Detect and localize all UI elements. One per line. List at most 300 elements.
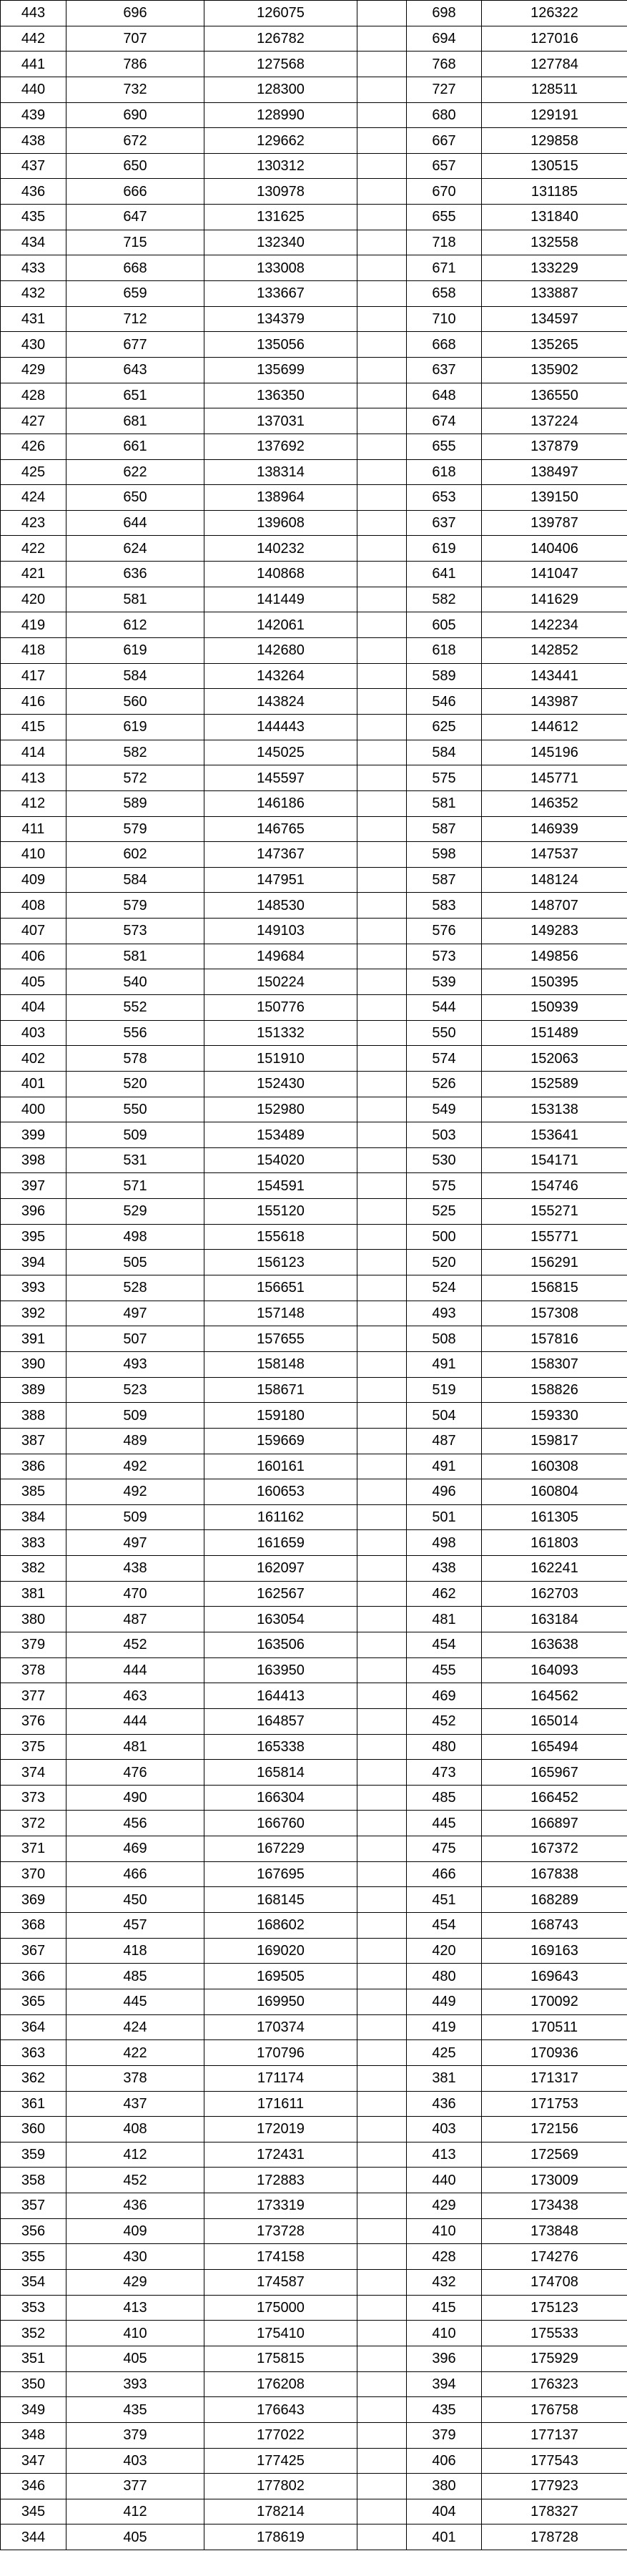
score-cell: 372 <box>1 1811 66 1836</box>
blank-cell <box>357 1199 407 1225</box>
cumulative-b-cell: 145771 <box>482 765 627 791</box>
count-a-cell: 445 <box>66 1989 204 2014</box>
table-row <box>1 1760 627 1786</box>
cumulative-a-cell: 128300 <box>204 77 357 102</box>
count-b-cell: 637 <box>407 357 482 383</box>
cumulative-b-cell: 150939 <box>482 994 627 1020</box>
cumulative-a-cell: 156651 <box>204 1275 357 1301</box>
cumulative-a-cell: 146765 <box>204 816 357 842</box>
count-b-cell: 425 <box>407 2040 482 2066</box>
score-cell: 411 <box>1 816 66 842</box>
count-b-cell: 530 <box>407 1147 482 1173</box>
cumulative-a-cell: 143264 <box>204 663 357 689</box>
cumulative-a-cell: 147367 <box>204 842 357 868</box>
cumulative-a-cell: 133008 <box>204 255 357 281</box>
score-cell: 430 <box>1 332 66 358</box>
count-b-cell: 519 <box>407 1377 482 1403</box>
blank-cell <box>357 1683 407 1709</box>
score-cell: 425 <box>1 459 66 485</box>
score-cell: 419 <box>1 612 66 638</box>
blank-cell <box>357 994 407 1020</box>
blank-cell <box>357 408 407 434</box>
blank-cell <box>357 1964 407 1989</box>
cumulative-b-cell: 171753 <box>482 2091 627 2117</box>
score-cell: 395 <box>1 1224 66 1250</box>
count-b-cell: 401 <box>407 2524 482 2550</box>
score-cell: 389 <box>1 1377 66 1403</box>
score-cell: 346 <box>1 2474 66 2499</box>
cumulative-a-cell: 131625 <box>204 205 357 230</box>
blank-cell <box>357 2524 407 2550</box>
count-b-cell: 381 <box>407 2065 482 2091</box>
count-a-cell: 573 <box>66 919 204 944</box>
blank-cell <box>357 2244 407 2270</box>
count-a-cell: 435 <box>66 2397 204 2423</box>
table-row <box>1 1708 627 1734</box>
count-a-cell: 520 <box>66 1071 204 1097</box>
cumulative-a-cell: 171611 <box>204 2091 357 2117</box>
score-cell: 345 <box>1 2499 66 2524</box>
count-b-cell: 429 <box>407 2193 482 2219</box>
blank-cell <box>357 205 407 230</box>
cumulative-b-cell: 177543 <box>482 2448 627 2474</box>
table-row <box>1 102 627 128</box>
cumulative-a-cell: 172431 <box>204 2142 357 2168</box>
count-b-cell: 658 <box>407 281 482 307</box>
count-b-cell: 410 <box>407 2218 482 2244</box>
score-cell: 363 <box>1 2040 66 2066</box>
count-b-cell: 587 <box>407 816 482 842</box>
cumulative-b-cell: 146939 <box>482 816 627 842</box>
blank-cell <box>357 1071 407 1097</box>
cumulative-a-cell: 129662 <box>204 128 357 154</box>
count-a-cell: 505 <box>66 1250 204 1275</box>
table-row <box>1 842 627 868</box>
cumulative-a-cell: 166760 <box>204 1811 357 1836</box>
cumulative-a-cell: 135056 <box>204 332 357 358</box>
score-cell: 384 <box>1 1504 66 1530</box>
blank-cell <box>357 1326 407 1352</box>
cumulative-b-cell: 150395 <box>482 969 627 995</box>
blank-cell <box>357 2142 407 2168</box>
cumulative-a-cell: 140232 <box>204 536 357 562</box>
count-b-cell: 466 <box>407 1861 482 1887</box>
cumulative-a-cell: 154020 <box>204 1147 357 1173</box>
blank-cell <box>357 179 407 205</box>
cumulative-b-cell: 131185 <box>482 179 627 205</box>
cumulative-a-cell: 175000 <box>204 2295 357 2321</box>
table-row <box>1 408 627 434</box>
blank-cell <box>357 1301 407 1326</box>
score-cell: 406 <box>1 944 66 969</box>
cumulative-a-cell: 126782 <box>204 26 357 52</box>
count-b-cell: 449 <box>407 1989 482 2014</box>
score-cell: 402 <box>1 1046 66 1072</box>
cumulative-b-cell: 149283 <box>482 919 627 944</box>
blank-cell <box>357 536 407 562</box>
blank-cell <box>357 842 407 868</box>
cumulative-b-cell: 160804 <box>482 1479 627 1505</box>
count-b-cell: 671 <box>407 255 482 281</box>
table-row <box>1 510 627 536</box>
count-b-cell: 653 <box>407 485 482 511</box>
cumulative-a-cell: 130312 <box>204 153 357 179</box>
cumulative-b-cell: 143441 <box>482 663 627 689</box>
table-row <box>1 587 627 612</box>
blank-cell <box>357 1250 407 1275</box>
count-b-cell: 625 <box>407 714 482 740</box>
count-a-cell: 644 <box>66 510 204 536</box>
cumulative-a-cell: 126075 <box>204 1 357 26</box>
score-cell: 353 <box>1 2295 66 2321</box>
count-a-cell: 418 <box>66 1938 204 1964</box>
table-row <box>1 867 627 893</box>
count-a-cell: 424 <box>66 2014 204 2040</box>
blank-cell <box>357 1760 407 1786</box>
table-row <box>1 1097 627 1122</box>
count-b-cell: 727 <box>407 77 482 102</box>
cumulative-b-cell: 159330 <box>482 1403 627 1429</box>
table-row <box>1 790 627 816</box>
cumulative-b-cell: 169163 <box>482 1938 627 1964</box>
blank-cell <box>357 1403 407 1429</box>
score-cell: 398 <box>1 1147 66 1173</box>
table-row <box>1 2040 627 2066</box>
cumulative-a-cell: 160161 <box>204 1454 357 1479</box>
cumulative-b-cell: 162241 <box>482 1556 627 1582</box>
cumulative-b-cell: 129858 <box>482 128 627 154</box>
cumulative-a-cell: 139608 <box>204 510 357 536</box>
blank-cell <box>357 230 407 255</box>
score-cell: 410 <box>1 842 66 868</box>
count-b-cell: 473 <box>407 1760 482 1786</box>
blank-cell <box>357 2218 407 2244</box>
count-a-cell: 456 <box>66 1811 204 1836</box>
cumulative-b-cell: 159817 <box>482 1428 627 1454</box>
count-b-cell: 403 <box>407 2117 482 2142</box>
count-b-cell: 670 <box>407 179 482 205</box>
count-a-cell: 405 <box>66 2524 204 2550</box>
table-row <box>1 994 627 1020</box>
table-row <box>1 2474 627 2499</box>
count-a-cell: 507 <box>66 1326 204 1352</box>
cumulative-b-cell: 163638 <box>482 1632 627 1658</box>
score-cell: 412 <box>1 790 66 816</box>
cumulative-b-cell: 135902 <box>482 357 627 383</box>
score-cell: 426 <box>1 434 66 459</box>
cumulative-b-cell: 139150 <box>482 485 627 511</box>
blank-cell <box>357 357 407 383</box>
blank-cell <box>357 2499 407 2524</box>
count-a-cell: 668 <box>66 255 204 281</box>
cumulative-b-cell: 173009 <box>482 2168 627 2193</box>
cumulative-b-cell: 127784 <box>482 52 627 77</box>
table-row <box>1 1581 627 1607</box>
cumulative-b-cell: 162703 <box>482 1581 627 1607</box>
table-row <box>1 281 627 307</box>
count-b-cell: 496 <box>407 1479 482 1505</box>
table-row <box>1 2448 627 2474</box>
blank-cell <box>357 1147 407 1173</box>
count-b-cell: 574 <box>407 1046 482 1072</box>
cumulative-a-cell: 164857 <box>204 1708 357 1734</box>
blank-cell <box>357 383 407 408</box>
blank-cell <box>357 1989 407 2014</box>
cumulative-b-cell: 145196 <box>482 740 627 765</box>
table-row <box>1 77 627 102</box>
cumulative-b-cell: 133229 <box>482 255 627 281</box>
score-cell: 365 <box>1 1989 66 2014</box>
score-cell: 409 <box>1 867 66 893</box>
cumulative-b-cell: 165494 <box>482 1734 627 1760</box>
count-b-cell: 498 <box>407 1530 482 1556</box>
score-cell: 441 <box>1 52 66 77</box>
table-row <box>1 1351 627 1377</box>
count-b-cell: 582 <box>407 587 482 612</box>
blank-cell <box>357 153 407 179</box>
cumulative-a-cell: 168602 <box>204 1913 357 1939</box>
table-row <box>1 816 627 842</box>
blank-cell <box>357 2193 407 2219</box>
count-b-cell: 380 <box>407 2474 482 2499</box>
cumulative-a-cell: 172019 <box>204 2117 357 2142</box>
blank-cell <box>357 1122 407 1148</box>
table-row <box>1 1861 627 1887</box>
count-b-cell: 481 <box>407 1607 482 1632</box>
cumulative-a-cell: 167229 <box>204 1836 357 1862</box>
score-cell: 421 <box>1 562 66 587</box>
score-cell: 382 <box>1 1556 66 1582</box>
cumulative-b-cell: 147537 <box>482 842 627 868</box>
cumulative-a-cell: 157655 <box>204 1326 357 1352</box>
cumulative-b-cell: 161803 <box>482 1530 627 1556</box>
table-row <box>1 2218 627 2244</box>
score-cell: 350 <box>1 2371 66 2397</box>
cumulative-b-cell: 140406 <box>482 536 627 562</box>
score-cell: 404 <box>1 994 66 1020</box>
count-a-cell: 556 <box>66 1020 204 1046</box>
score-cell: 423 <box>1 510 66 536</box>
count-a-cell: 450 <box>66 1887 204 1913</box>
cumulative-b-cell: 141047 <box>482 562 627 587</box>
table-row <box>1 332 627 358</box>
score-cell: 351 <box>1 2346 66 2371</box>
count-a-cell: 707 <box>66 26 204 52</box>
count-a-cell: 647 <box>66 205 204 230</box>
count-a-cell: 408 <box>66 2117 204 2142</box>
cumulative-a-cell: 151910 <box>204 1046 357 1072</box>
blank-cell <box>357 1046 407 1072</box>
count-b-cell: 587 <box>407 867 482 893</box>
cumulative-a-cell: 145025 <box>204 740 357 765</box>
cumulative-b-cell: 148707 <box>482 893 627 919</box>
count-a-cell: 413 <box>66 2295 204 2321</box>
table-row <box>1 485 627 511</box>
count-a-cell: 412 <box>66 2499 204 2524</box>
score-cell: 405 <box>1 969 66 995</box>
blank-cell <box>357 1275 407 1301</box>
table-row <box>1 1147 627 1173</box>
blank-cell <box>357 587 407 612</box>
blank-cell <box>357 2270 407 2296</box>
count-b-cell: 454 <box>407 1913 482 1939</box>
table-row <box>1 1071 627 1097</box>
count-a-cell: 410 <box>66 2321 204 2346</box>
score-cell: 416 <box>1 689 66 715</box>
score-cell: 418 <box>1 638 66 664</box>
count-b-cell: 768 <box>407 52 482 77</box>
score-cell: 378 <box>1 1657 66 1683</box>
cumulative-b-cell: 153138 <box>482 1097 627 1122</box>
table-row <box>1 1454 627 1479</box>
blank-cell <box>357 2295 407 2321</box>
table-row <box>1 893 627 919</box>
count-b-cell: 668 <box>407 332 482 358</box>
blank-cell <box>357 893 407 919</box>
count-a-cell: 786 <box>66 52 204 77</box>
score-cell: 347 <box>1 2448 66 2474</box>
count-a-cell: 624 <box>66 536 204 562</box>
count-a-cell: 581 <box>66 944 204 969</box>
count-a-cell: 490 <box>66 1785 204 1811</box>
count-b-cell: 549 <box>407 1097 482 1122</box>
blank-cell <box>357 2474 407 2499</box>
count-b-cell: 379 <box>407 2422 482 2448</box>
table-row <box>1 1479 627 1505</box>
score-cell: 364 <box>1 2014 66 2040</box>
table-row <box>1 1607 627 1632</box>
table-row <box>1 1734 627 1760</box>
cumulative-b-cell: 173438 <box>482 2193 627 2219</box>
cumulative-b-cell: 144612 <box>482 714 627 740</box>
table-row <box>1 1504 627 1530</box>
cumulative-a-cell: 175815 <box>204 2346 357 2371</box>
blank-cell <box>357 714 407 740</box>
cumulative-b-cell: 172156 <box>482 2117 627 2142</box>
table-row <box>1 26 627 52</box>
count-b-cell: 575 <box>407 1173 482 1199</box>
cumulative-b-cell: 163184 <box>482 1607 627 1632</box>
table-row <box>1 1122 627 1148</box>
table-row <box>1 1632 627 1658</box>
cumulative-b-cell: 164093 <box>482 1657 627 1683</box>
score-cell: 358 <box>1 2168 66 2193</box>
count-b-cell: 406 <box>407 2448 482 2474</box>
blank-cell <box>357 740 407 765</box>
count-a-cell: 489 <box>66 1428 204 1454</box>
score-cell: 420 <box>1 587 66 612</box>
table-row <box>1 1683 627 1709</box>
count-a-cell: 509 <box>66 1504 204 1530</box>
table-row <box>1 2142 627 2168</box>
cumulative-a-cell: 163950 <box>204 1657 357 1683</box>
cumulative-a-cell: 146186 <box>204 790 357 816</box>
count-a-cell: 463 <box>66 1683 204 1709</box>
table-row <box>1 2371 627 2397</box>
cumulative-a-cell: 176208 <box>204 2371 357 2397</box>
cumulative-b-cell: 143987 <box>482 689 627 715</box>
score-cell: 367 <box>1 1938 66 1964</box>
count-b-cell: 657 <box>407 153 482 179</box>
cumulative-a-cell: 177425 <box>204 2448 357 2474</box>
cumulative-a-cell: 169505 <box>204 1964 357 1989</box>
cumulative-a-cell: 174587 <box>204 2270 357 2296</box>
cumulative-b-cell: 171317 <box>482 2065 627 2091</box>
count-a-cell: 651 <box>66 383 204 408</box>
blank-cell <box>357 1861 407 1887</box>
count-a-cell: 509 <box>66 1403 204 1429</box>
score-cell: 368 <box>1 1913 66 1939</box>
cumulative-b-cell: 172569 <box>482 2142 627 2168</box>
table-row <box>1 1224 627 1250</box>
cumulative-a-cell: 127568 <box>204 52 357 77</box>
cumulative-b-cell: 130515 <box>482 153 627 179</box>
score-cell: 359 <box>1 2142 66 2168</box>
cumulative-b-cell: 167372 <box>482 1836 627 1862</box>
table-row <box>1 306 627 332</box>
count-b-cell: 655 <box>407 205 482 230</box>
table-row <box>1 612 627 638</box>
count-a-cell: 619 <box>66 714 204 740</box>
score-cell: 380 <box>1 1607 66 1632</box>
count-a-cell: 466 <box>66 1861 204 1887</box>
blank-cell <box>357 434 407 459</box>
count-b-cell: 503 <box>407 1122 482 1148</box>
table-row <box>1 153 627 179</box>
count-b-cell: 648 <box>407 383 482 408</box>
score-cell: 392 <box>1 1301 66 1326</box>
score-cell: 391 <box>1 1326 66 1352</box>
table-row <box>1 357 627 383</box>
blank-cell <box>357 485 407 511</box>
cumulative-a-cell: 159180 <box>204 1403 357 1429</box>
count-a-cell: 552 <box>66 994 204 1020</box>
count-b-cell: 584 <box>407 740 482 765</box>
blank-cell <box>357 1938 407 1964</box>
count-b-cell: 480 <box>407 1734 482 1760</box>
table-row <box>1 1785 627 1811</box>
count-b-cell: 546 <box>407 689 482 715</box>
blank-cell <box>357 1556 407 1582</box>
cumulative-a-cell: 152430 <box>204 1071 357 1097</box>
score-cell: 396 <box>1 1199 66 1225</box>
cumulative-a-cell: 159669 <box>204 1428 357 1454</box>
blank-cell <box>357 2371 407 2397</box>
blank-cell <box>357 306 407 332</box>
blank-cell <box>357 969 407 995</box>
count-b-cell: 583 <box>407 893 482 919</box>
count-b-cell: 445 <box>407 1811 482 1836</box>
count-b-cell: 598 <box>407 842 482 868</box>
count-a-cell: 436 <box>66 2193 204 2219</box>
blank-cell <box>357 1504 407 1530</box>
count-a-cell: 412 <box>66 2142 204 2168</box>
cumulative-b-cell: 175929 <box>482 2346 627 2371</box>
count-a-cell: 452 <box>66 1632 204 1658</box>
count-b-cell: 469 <box>407 1683 482 1709</box>
score-cell: 381 <box>1 1581 66 1607</box>
count-b-cell: 487 <box>407 1428 482 1454</box>
cumulative-b-cell: 175123 <box>482 2295 627 2321</box>
cumulative-a-cell: 148530 <box>204 893 357 919</box>
count-b-cell: 396 <box>407 2346 482 2371</box>
count-b-cell: 524 <box>407 1275 482 1301</box>
cumulative-a-cell: 145597 <box>204 765 357 791</box>
count-b-cell: 455 <box>407 1657 482 1683</box>
blank-cell <box>357 2091 407 2117</box>
blank-cell <box>357 1785 407 1811</box>
cumulative-a-cell: 176643 <box>204 2397 357 2423</box>
